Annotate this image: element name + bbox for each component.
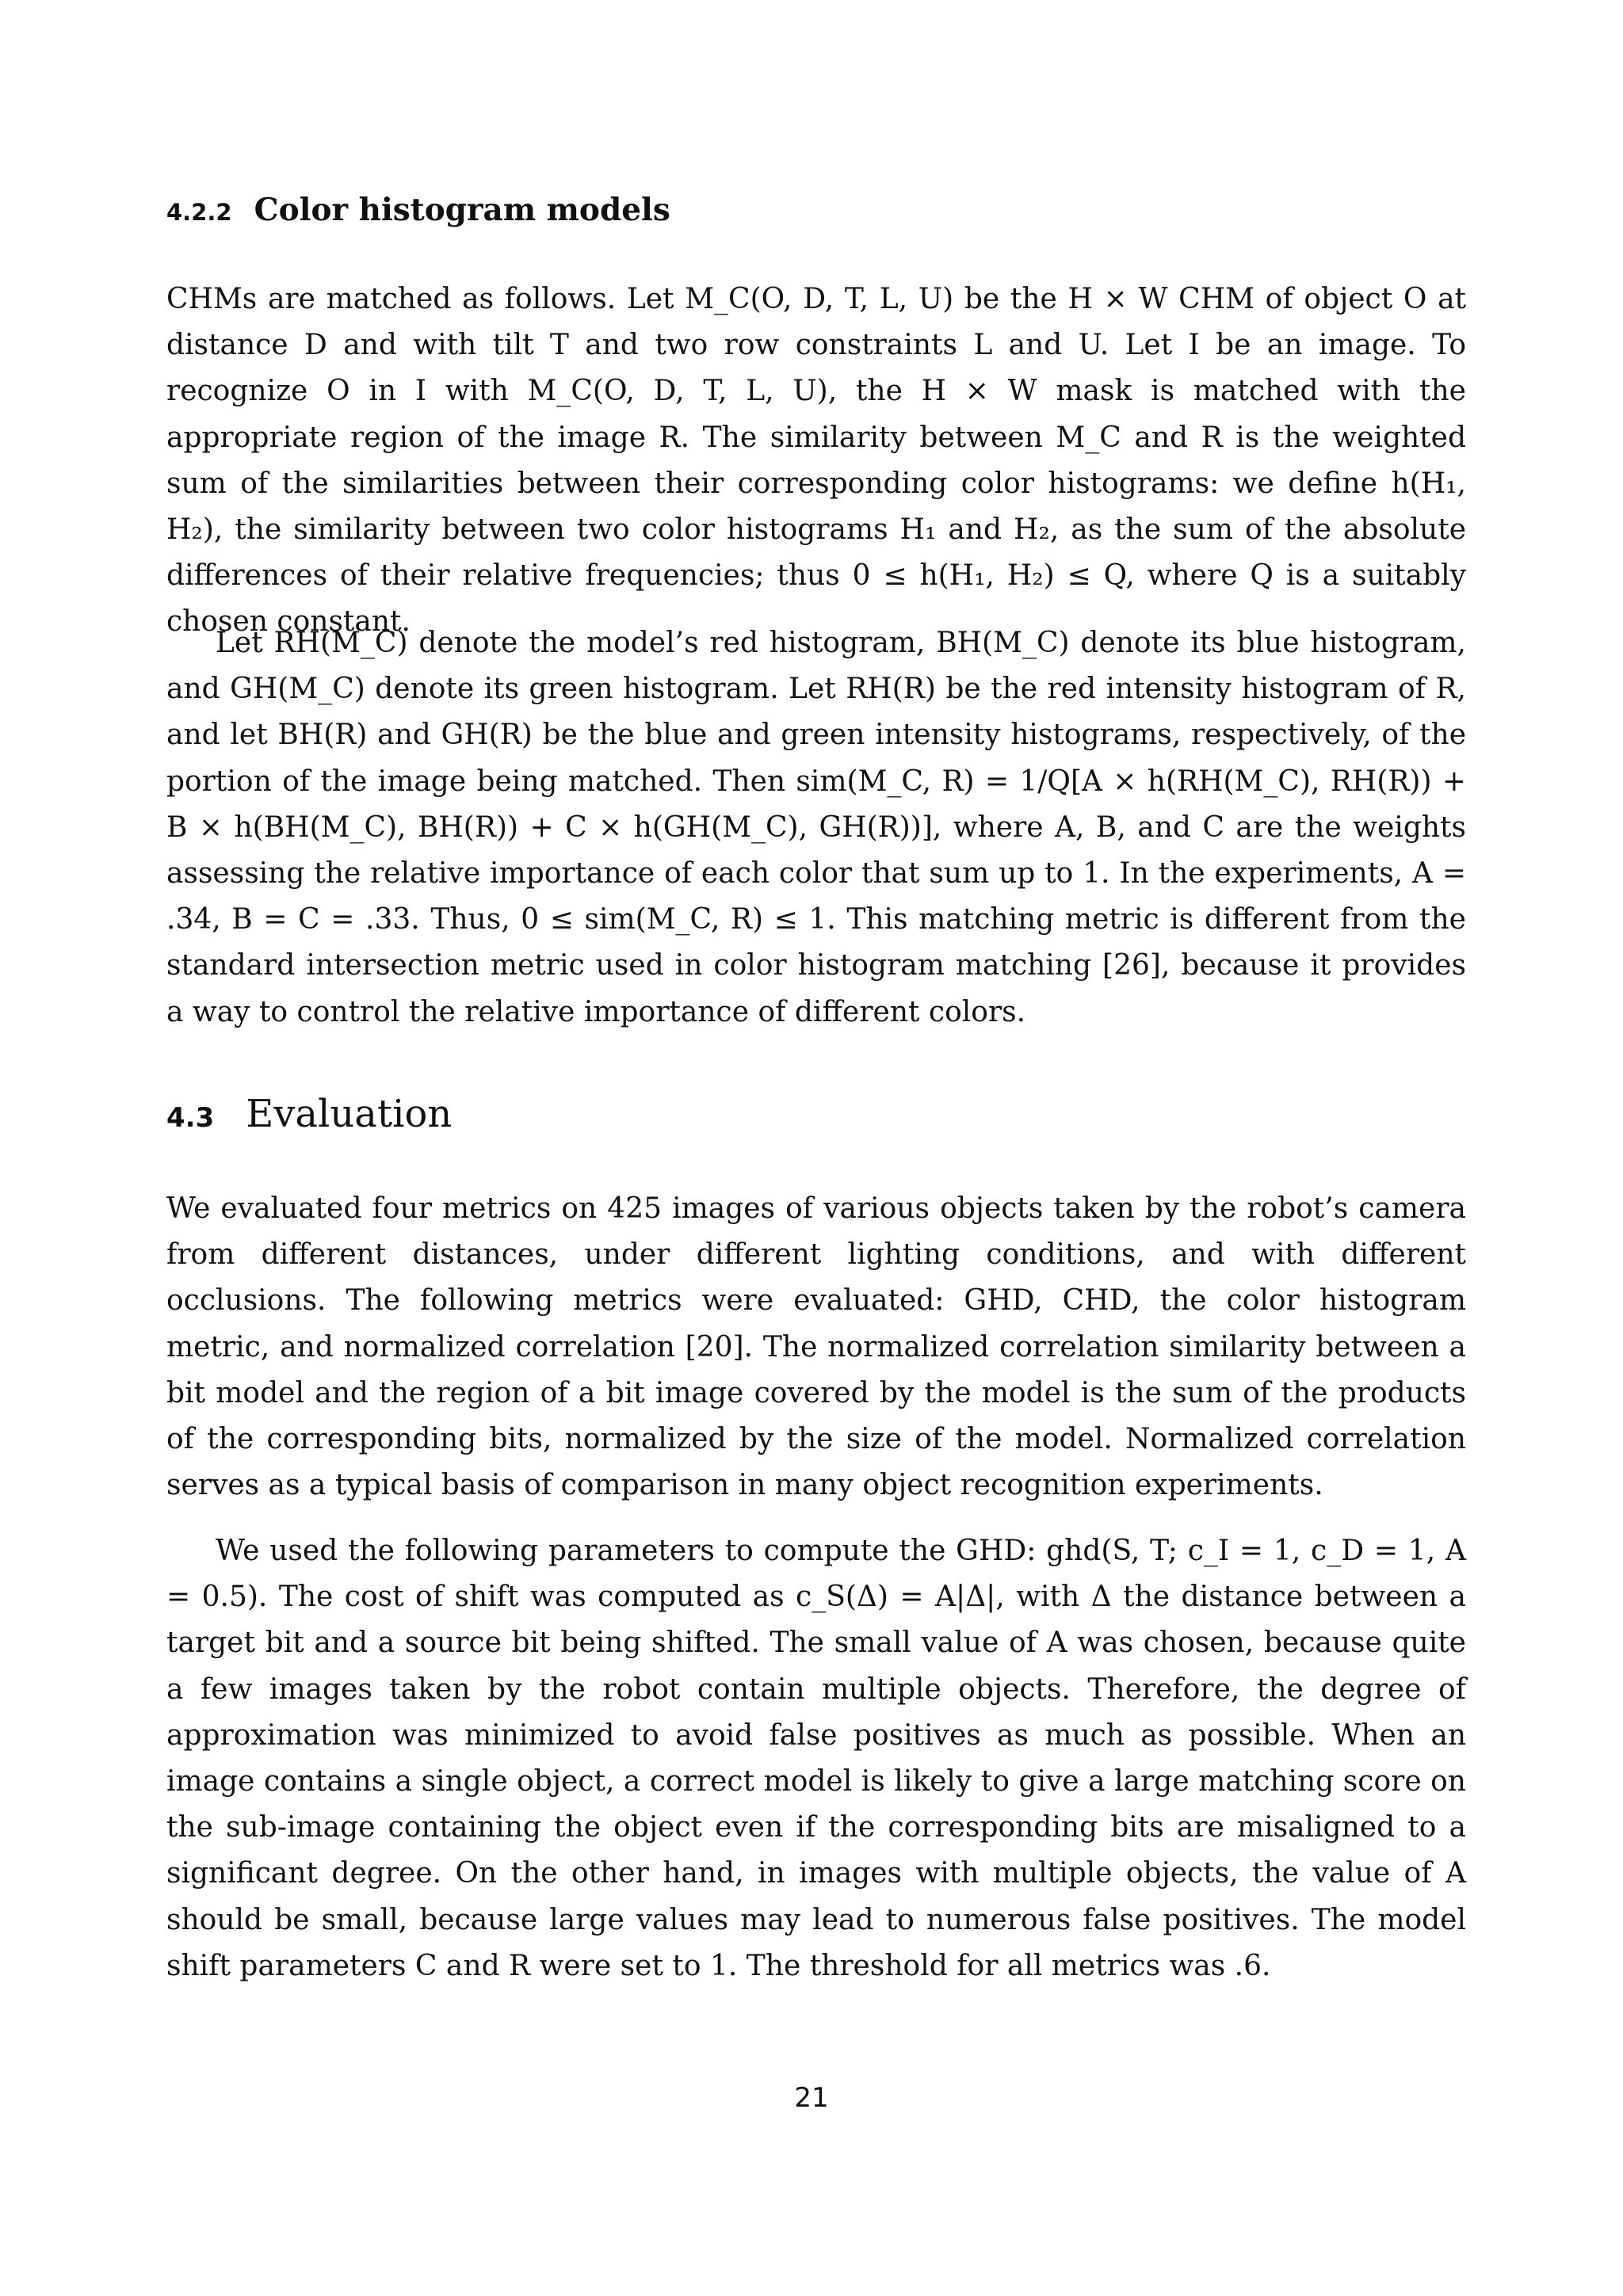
- page-number: 21: [794, 2082, 829, 2114]
- subsection-title: Color histogram models: [254, 192, 670, 228]
- section-title: Evaluation: [246, 1092, 453, 1136]
- paragraph-histogram-similarity: Let RH(M_C) denote the model’s red histogram, BH(M_C) denote its blue histogram, and GH(M_C) denote its green histogram. Let RH(R) be the red intensity histogram of R, and let BH(R) and GH(R) be the blue and green intensity histograms, respectively, of the portion of the image being matched. Then sim(M_C, R) = 1/Q[A × h(RH(M_C), RH(R)) + B × h(BH(M_C), BH(R)) + C × h(GH(M_C), GH(R))], where A, B, and C are the weights assessing the relative importance of each color that sum up to 1. In the experiments, A = .34, B = C = .33. Thus, 0 ≤ sim(M_C, R) ≤ 1. This matching metric is different from the standard intersection metric used in color histogram matching [26], because it provides a way to control the relative importance of different colors.: [166, 627, 1466, 1028]
- paragraph-evaluation-metrics: We evaluated four metrics on 425 images of various objects taken by the robot’s camera from different distances, under different lighting conditions, and with different occlusions. The following metrics were evaluated: GHD, CHD, the color histogram metric, and normalized correlation [20]. The normalized correlation similarity between a bit model and the region of a bit image covered by the model is the sum of the products of the corresponding bits, normalized by the size of the model. Normalized correlation serves as a typical basis of comparison in many object recognition experiments.: [166, 1192, 1466, 1502]
- section-number: 4.3: [166, 1102, 215, 1134]
- paragraph-chm-matching: CHMs are matched as follows. Let M_C(O, D, T, L, U) be the H × W CHM of object O at distance D and with tilt T and two row constraints L and U. Let I be an image. To recognize O in I with M_C(O, D, T, L, U), the H × W mask is matched with the appropriate region of the image R. The similarity between M_C and R is the weighted sum of the similarities between their corresponding color histograms: we define h(H₁, H₂), the similarity between two color histograms H₁ and H₂, as the sum of the absolute differences of their relative frequencies; thus 0 ≤ h(H₁, H₂) ≤ Q, where Q is a suitably chosen constant.: [166, 283, 1466, 639]
- section-heading: [166, 1092, 452, 1136]
- paragraph-ghd-parameters: We used the following parameters to compute the GHD: ghd(S, T; c_I = 1, c_D = 1, A = 0.5). The cost of shift was computed as c_S(Δ) = A|Δ|, with Δ the distance between a target bit and a source bit being shifted. The small value of A was chosen, because quite a few images taken by the robot contain multiple objects. Therefore, the degree of approximation was minimized to avoid false positives as much as possible. When an image contains a single object, a correct model is likely to give a large matching score on the sub-image containing the object even if the corresponding bits are misaligned to a significant degree. On the other hand, in images with multiple objects, the value of A should be small, because large values may lead to numerous false positives. The model shift parameters C and R were set to 1. The threshold for all metrics was .6.: [166, 1535, 1466, 1982]
- subsection-number: 4.2.2: [166, 199, 232, 226]
- subsection-heading: [166, 192, 670, 228]
